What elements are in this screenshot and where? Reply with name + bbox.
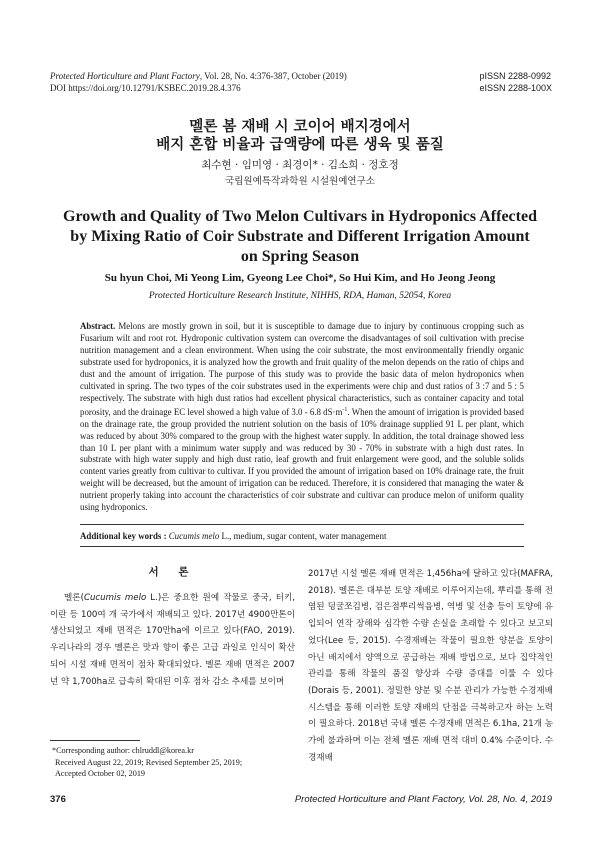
left-column [50,560,295,690]
footnote-rule [50,740,140,741]
received-dates: Received August 22, 2019; Revised September 25, 2019; [55,757,243,767]
english-authors: Su hyun Choi, Mi Yeong Lim, Gyeong Lee Choi*, So Hui Kim, and Ho Jeong Jeong [104,272,496,284]
keywords-top-rule [80,524,524,525]
english-title-line2: by Mixing Ratio of Coir Substrate and Different Irrigation Amount [70,228,530,245]
abstract-text-part2: . When the amount of irrigation is provided based on the drainage rate, the group provided the nutrient solution on the basis of 10% drainage supplied 91 L per plant, which was reduced by about 30% compared to the group with the highest water supply. In addition, the total drainage showed less than 10 L per plant with a minimum water supply and was reduced by 30 - 70% in substrate with a high dust rates. In substrate with high water supply and high dust ratio, leaf growth and fruit enlargement were good, and the soluble solids content varies greatly from cultivar to cultivar. If you provided the amount of irrigation based on 10% drainage rate, the fruit weight will be decreased, but the amount of irrigation can be reduced. Therefore, it is considered that managing the water & nutrient properly taking into account the characteristics of coir substrate and cultivar can produce melon of uniform quality using hydroponics. [80,406,524,513]
accepted-date: Accepted October 02, 2019 [55,769,146,778]
korean-affiliation: 국립원예특작과학원 시설원예연구소 [225,176,375,187]
english-title-line1: Growth and Quality of Two Melon Cultivars in Hydroponics Affected [63,208,537,225]
abstract-superscript: -1 [342,406,348,413]
abstract-label: Abstract. [80,321,116,331]
intro-left-lead: 멜론( [64,593,84,603]
english-title [40,207,560,267]
page-number: 376 [50,794,66,805]
korean-title-line1: 멜론 봄 재배 시 코이어 배지경에서 [189,119,411,135]
english-affiliation: Protected Horticulture Research Institute, NIHHS, RDA, Haman, 52054, Korea [148,291,452,301]
running-header-citation [50,70,347,94]
right-column [308,566,553,766]
english-title-line3: on Spring Season [240,248,360,265]
pissn: pISSN 2288-0992 [479,71,551,81]
footnote [52,745,242,780]
korean-authors: 최수현 · 임미영 · 최경이* · 김소희 · 정호정 [201,159,399,171]
section-heading-introduction: 서 론 [148,566,197,578]
abstract-text-part1: Melons are mostly grown in soil, but it is susceptible to damage due to injury by continuous cropping such as Fusarium wilt and root rot. Hydroponic cultivation system can overcome the disadvantages of soil cultivation with precise nutrition management and a clean environment. When using the coir substrate, the most environmentally friendly organic substrate used for hydroponics, it is analyzed how the growth and fruit quality of the melon depends on the ratio of chips and dust and the amount of irrigation. The purpose of this study was to provide the basic data of melon hydroponics when cultivated in spring. The two types of the coir substrates used in the experiments were chip and dust ratios of 3 :7 and 5 : 5 respectively. The substrate with high dust ratios had excellent physical characteristics, such as container capacity and total porosity, and the drainage EC level showed a high value of 3.0 - 6.8 dS·m [80,321,524,417]
abstract [80,321,524,514]
keywords-bottom-rule [80,546,524,547]
issn-block [479,70,552,94]
eissn: eISSN 2288-100X [479,83,552,93]
keywords-species: Cucumis melo [168,531,220,541]
intro-left-text: L.)은 중요한 원예 작물로 중국, 터키, 이란 등 100여 개 국가에서 재배되고 있다. 2017년 4900만톤이 생산되었고 재배 면적은 170만ha에 이르고 있다(FAO, 2019). 우리나라의 경우 멜론은 맛과 향이 좋은 고급 과일로 인식이 확산되어 시설 재배 면적이 점차 확대되었다. 멜론 재배 면적은 2007년 약 1,700ha로 급속히 확대된 이후 점차 감소 추세를 보이며 [50,593,295,687]
corresponding-author: *Corresponding author: chlruddl@korea.kr [52,746,194,755]
footer-journal-info: Protected Horticulture and Plant Factory, Vol. 28, No. 4, 2019 [294,794,552,805]
keywords-rest: L., medium, sugar content, water management [219,531,387,541]
doi: DOI https://doi.org/10.12791/KSBEC.2019.28.4.376 [50,83,241,93]
intro-paragraph-left [50,590,295,690]
keywords [80,530,524,542]
keywords-label: Additional key words : [80,531,167,541]
korean-title [0,118,600,154]
citation-details: , Vol. 28, No. 4:376-387, October (2019) [199,71,347,81]
korean-title-line2: 배지 혼합 비율과 급액량에 따른 생육 및 품질 [156,137,444,153]
journal-name: Protected Horticulture and Plant Factory [50,71,200,81]
intro-paragraph-right: 2017년 시설 멜론 재배 면적은 1,456ha에 달하고 있다(MAFRA, 2018). 멜론은 대부분 토양 재배로 이루어지는데, 뿌리를 통해 전염된 덩굴쪼김병, 검은점뿌리썩음병, 역병 및 선충 등이 토양에 유입되어 연작 장해와 심각한 수량 손실을 초래할 수 있다고 보고되었다(Lee 등, 2015). 수경재배는 작물이 필요한 양분을 토양이 아닌 배지에서 양액으로 공급하는 재배 방법으로, 보다 집약적인 관리를 통해 작물의 품질 향상과 수량 증대를 이룰 수 있다(Dorais 등, 2001). 정밀한 양분 및 수분 관리가 가능한 수경재배 시스템을 통해 이러한 토양 재배의 단점을 극복하고자 하는 노력이 필요하다. 2018년 국내 멜론 수경재배 면적은 6.1ha, 21개 농가에 불과하며 이는 전체 멜론 재배 면적 대비 0.4% 수준이다. 수경재배 [308,569,553,763]
intro-left-species: Cucumis melo [83,593,147,603]
